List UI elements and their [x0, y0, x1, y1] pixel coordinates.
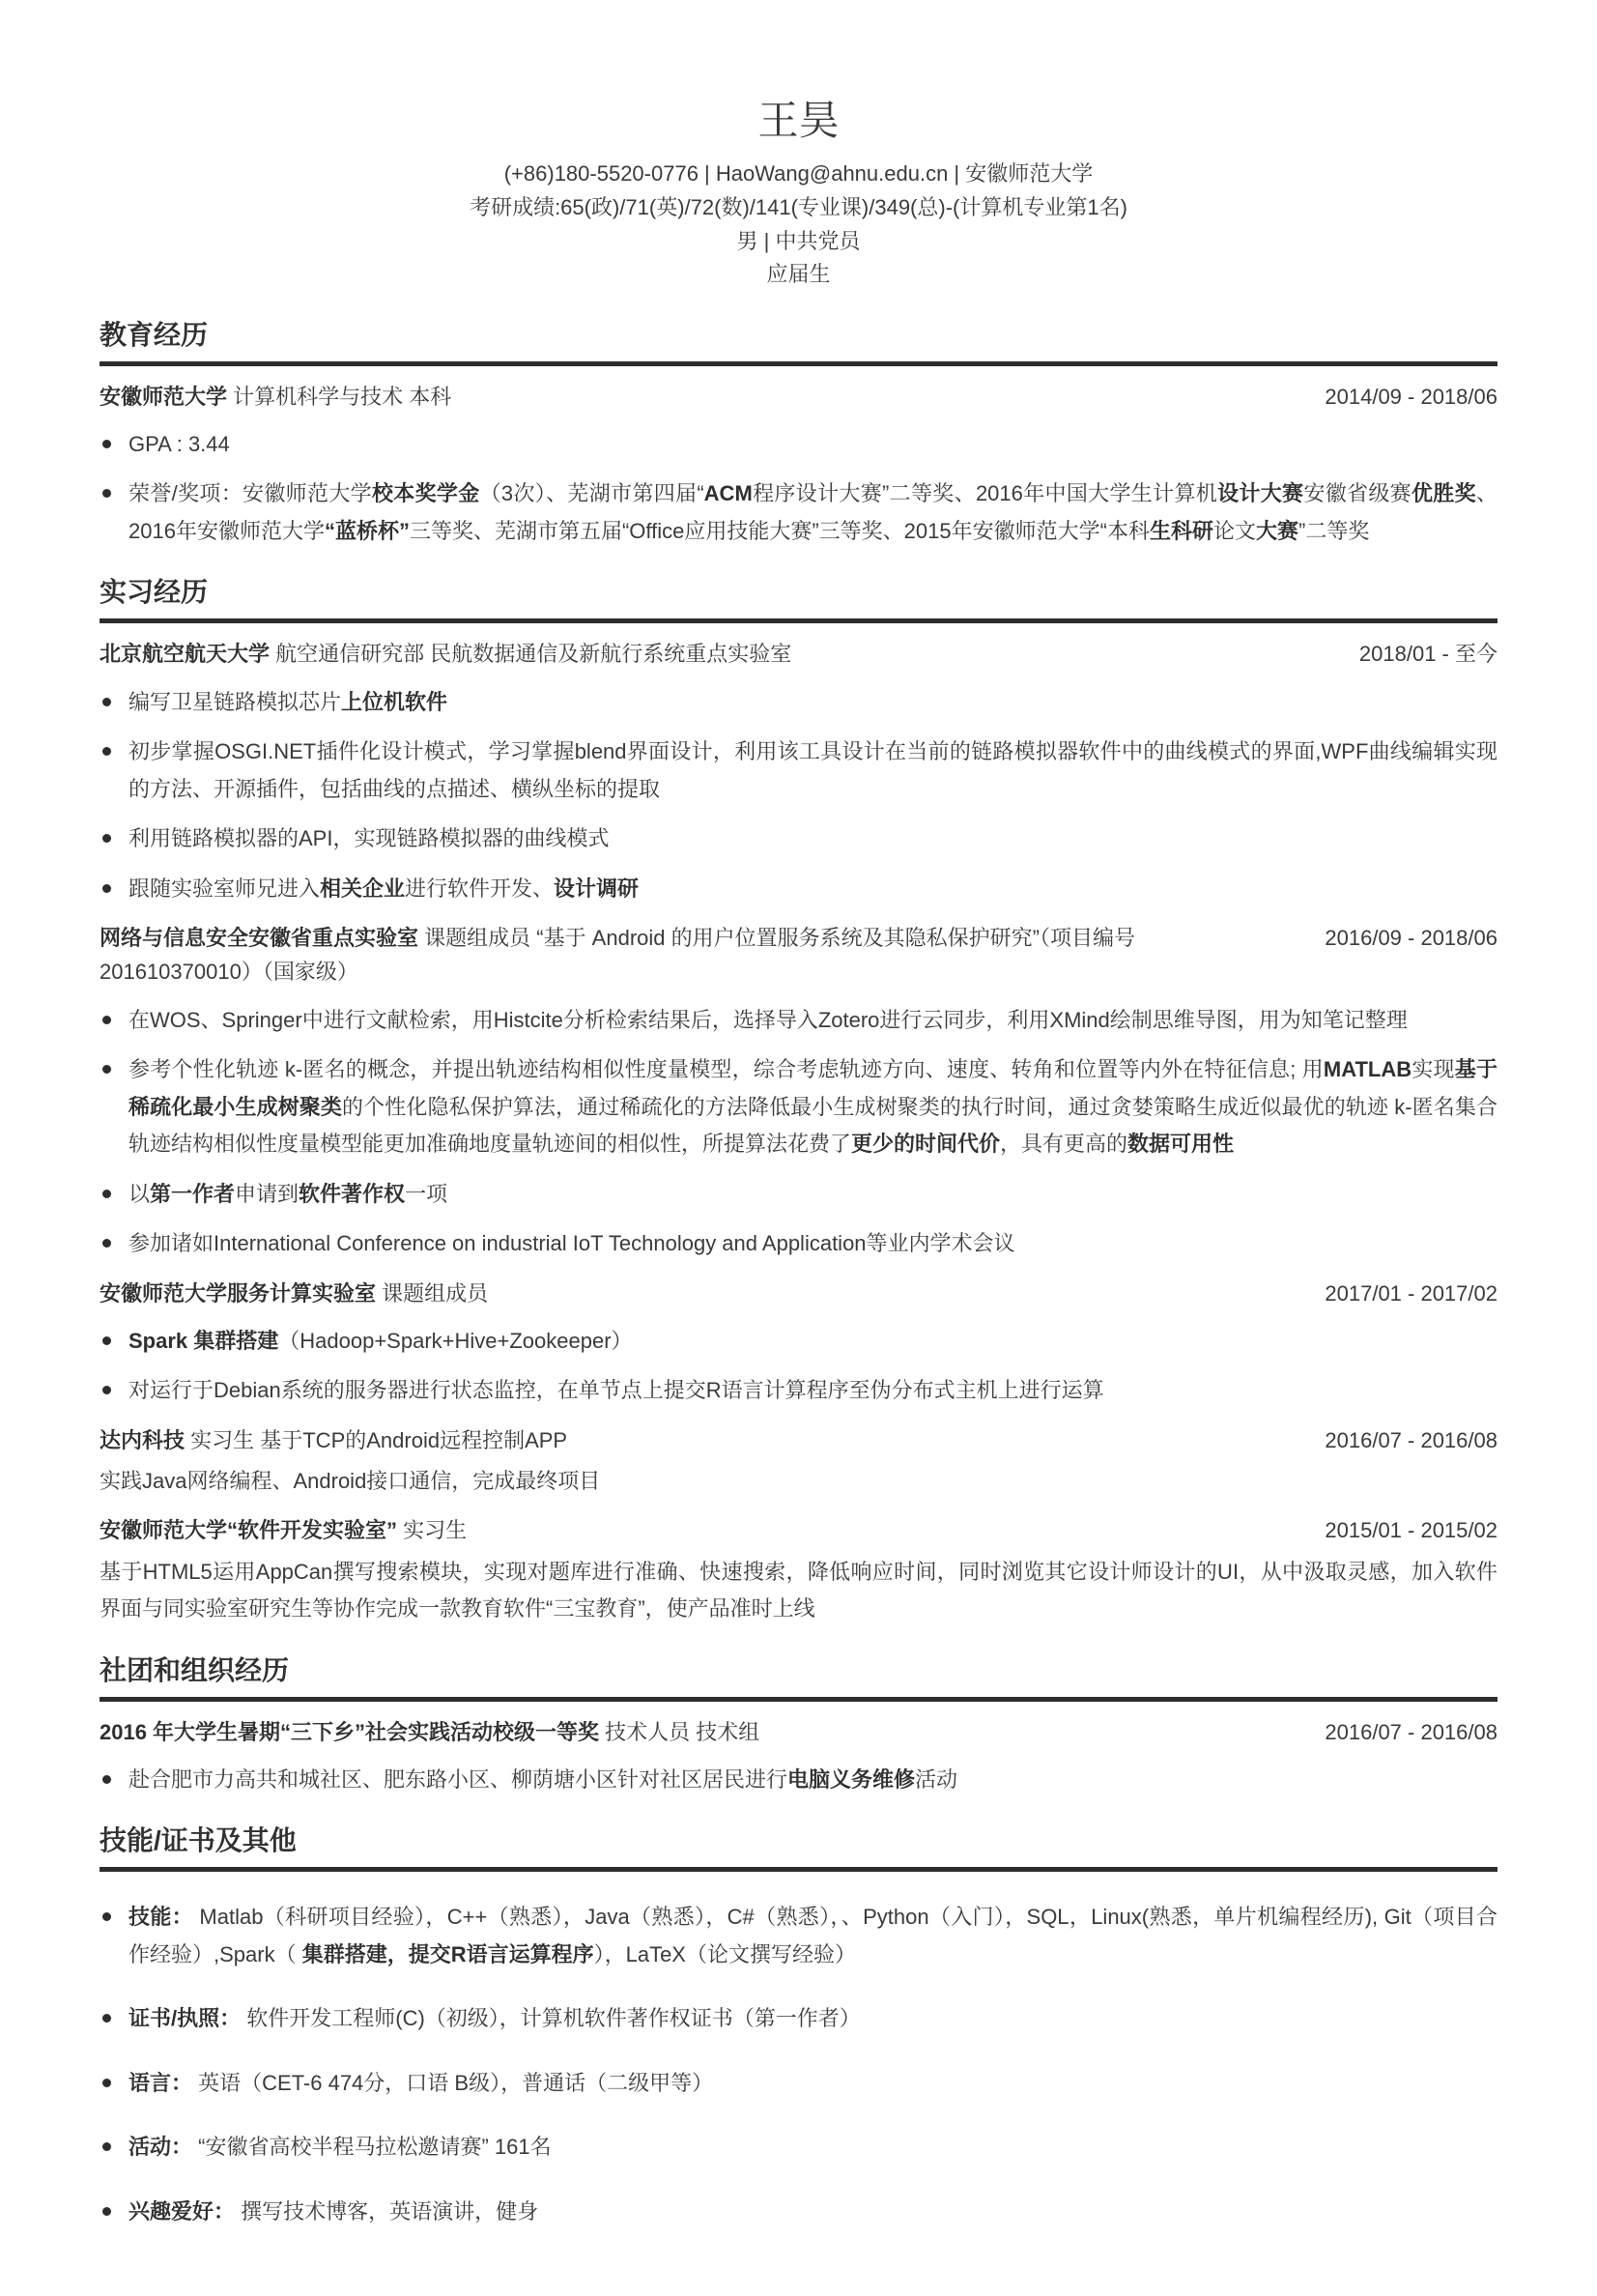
text-segment: 初步掌握OSGI.NET插件化设计模式，学习掌握blend界面设计，利用该工具设计在当前的链路模拟器软件中的曲线模式的界面,WPF曲线编辑实现的方法、开源插件，包括曲线的点描述、横纵坐标的提取 — [128, 739, 1497, 801]
bullet-text — [128, 820, 1497, 858]
bullet-dot-icon — [102, 1016, 111, 1024]
text-segment: 数据可用性 — [1127, 1132, 1235, 1157]
section-title-skills: 技能/证书及其他 — [100, 1823, 1497, 1872]
bullet-dot-icon — [102, 698, 111, 706]
entry-header — [100, 1715, 1497, 1749]
entry-date: 2015/01 - 2015/02 — [1325, 1518, 1497, 1543]
text-segment: 活动 — [915, 1766, 958, 1792]
text-segment: 北京航空航天大学 — [100, 642, 271, 667]
entry-title — [100, 921, 1153, 989]
bullet-item — [100, 426, 1497, 464]
text-segment: 实践Java网络编程、Android接口通信，完成最终项目 — [100, 1468, 601, 1493]
entry-header — [100, 637, 1497, 671]
bullet-item — [100, 2065, 1497, 2103]
text-segment: 活动： — [128, 2135, 193, 2160]
text-segment: 程序设计大赛”二等奖、2016年中国大学生计算机 — [752, 481, 1218, 506]
text-segment: 一项 — [405, 1181, 448, 1206]
bullet-text — [128, 475, 1497, 550]
candidate-name: 王昊 — [757, 98, 840, 143]
bullet-text — [128, 1762, 1497, 1799]
bullet-dot-icon — [102, 1065, 111, 1074]
bullet-text — [128, 871, 1497, 908]
text-segment: 利用链路模拟器的API，实现链路模拟器的曲线模式 — [128, 826, 610, 851]
text-segment: 课题组成员 “基于 Android 的用户位置服务系统及其隐私保护研究”（项目编号 201610370010）（国家级） — [100, 926, 1135, 985]
section-internship — [100, 575, 1497, 1627]
text-segment: 更少的时间代价 — [851, 1132, 1001, 1157]
text-segment: 英语（CET-6 474分，口语 B级），普通话（二级甲等） — [192, 2070, 714, 2095]
text-segment: 校本奖学金 — [371, 481, 480, 506]
section-education — [100, 318, 1497, 551]
text-segment: Spark 集群搭建 — [128, 1328, 279, 1353]
text-segment: 论文 — [1212, 518, 1256, 543]
text-segment: 网络与信息安全安徽省重点实验室 — [100, 926, 419, 951]
text-segment: 三等奖、芜湖市第五届“Office应用技能大赛”三等奖、2015年安徽师范大学“本科 — [409, 518, 1150, 543]
bullet-item — [100, 684, 1497, 722]
bullet-text — [128, 1372, 1497, 1410]
entry-date: 2018/01 - 至今 — [1358, 642, 1497, 667]
bullet-item — [100, 1899, 1497, 1973]
text-segment: 参加诸如International Conference on industrial IoT Technology and Application等业内学术会议 — [128, 1231, 1015, 1256]
bullet-item — [100, 1176, 1497, 1214]
bullet-text — [128, 1176, 1497, 1214]
bullet-dot-icon — [102, 1336, 111, 1345]
bullet-dot-icon — [102, 884, 111, 893]
bullet-item — [100, 2129, 1497, 2167]
bullet-item — [100, 2000, 1497, 2038]
text-segment: ACM — [703, 481, 753, 506]
bullet-dot-icon — [102, 1912, 111, 1921]
text-segment: 大赛 — [1256, 518, 1299, 543]
bullet-dot-icon — [102, 747, 111, 756]
entry-title — [100, 1513, 467, 1547]
bullet-text — [128, 2129, 1497, 2167]
entry-header — [100, 1277, 1497, 1310]
bullet-text — [128, 2000, 1497, 2038]
bullet-text — [128, 1051, 1497, 1163]
text-segment: 技术人员 技术组 — [599, 1719, 760, 1744]
text-segment: 证书/执照： — [128, 2006, 242, 2031]
text-segment: 课题组成员 — [376, 1280, 489, 1306]
bullet-dot-icon — [102, 489, 111, 498]
bullet-item — [100, 733, 1497, 808]
bullet-dot-icon — [102, 1239, 111, 1248]
text-segment: 设计调研 — [554, 875, 640, 901]
text-segment: ，具有更高的 — [1000, 1132, 1128, 1157]
exam-score-line: 考研成绩:65(政)/71(英)/72(数)/141(专业课)/349(总)-(计算机专业第1名) — [470, 194, 1127, 219]
text-segment: “蓝桥杯” — [324, 518, 410, 543]
entry-header — [100, 1513, 1497, 1547]
bullet-item — [100, 820, 1497, 858]
text-segment: （3次）、芜湖市第四届“ — [479, 481, 704, 506]
bullet-text — [128, 733, 1497, 808]
section-title-education: 教育经历 — [100, 318, 1497, 366]
bullet-item — [100, 1762, 1497, 1799]
section-skills — [100, 1823, 1497, 2230]
entry-title — [100, 380, 451, 414]
text-segment: 、2016年安徽师范大学 — [128, 481, 1497, 543]
entry-title — [100, 1715, 759, 1749]
bullet-dot-icon — [102, 834, 111, 843]
entry-header — [100, 921, 1497, 989]
text-segment: 以 — [128, 1181, 151, 1206]
bullet-item — [100, 1225, 1497, 1263]
gender-party-line: 男 | 中共党员 — [736, 228, 861, 253]
text-segment: 技能： — [128, 1905, 193, 1930]
bullet-text — [128, 1899, 1497, 1973]
text-segment: 语言： — [128, 2070, 193, 2095]
text-segment: 计算机科学与技术 本科 — [227, 384, 452, 409]
entry-header — [100, 380, 1497, 414]
text-segment: 申请到 — [235, 1181, 299, 1206]
text-segment: 生科研 — [1149, 518, 1213, 543]
entry-title — [100, 637, 791, 671]
entry-date: 2014/09 - 2018/06 — [1325, 384, 1497, 409]
bullet-dot-icon — [102, 1190, 111, 1198]
text-segment: MATLAB — [1323, 1057, 1412, 1082]
graduate-status-line: 应届生 — [766, 262, 831, 287]
text-segment: 安徽师范大学“软件开发实验室” — [100, 1518, 398, 1543]
text-segment: 电脑义务维修 — [787, 1766, 916, 1792]
text-segment: 在WOS、Springer中进行文献检索，用Histcite分析检索结果后，选择导入Zotero进行云同步，利用XMind绘制思维导图，用为知笔记整理 — [128, 1007, 1408, 1032]
text-segment: 上位机软件 — [341, 689, 448, 714]
text-segment: 基于HTML5运用AppCan撰写搜索模块，实现对题库进行准确、快速搜索，降低响应时间，同时浏览其它设计师设计的UI，从中汲取灵感，加入软件界面与同实验室研究生等协作完成一款教育软件“三宝教育”，使产品准时上线 — [100, 1559, 1497, 1622]
bullet-dot-icon — [102, 1386, 111, 1394]
bullet-item — [100, 1372, 1497, 1410]
text-segment: 集群搭建，提交R语言运算程序 — [301, 1941, 594, 1966]
entry-title — [100, 1277, 488, 1310]
text-segment: 编写卫星链路模拟芯片 — [128, 689, 342, 714]
section-organizations — [100, 1653, 1497, 1799]
bullet-dot-icon — [102, 2079, 111, 2087]
bullet-text — [128, 1225, 1497, 1263]
bullet-item — [100, 475, 1497, 550]
bullet-text — [128, 2065, 1497, 2103]
text-segment: 荣誉/奖项：安徽师范大学 — [128, 481, 372, 506]
text-segment: ），LaTeX（论文撰写经验） — [593, 1941, 856, 1966]
text-segment: 设计大赛 — [1217, 481, 1304, 506]
text-segment: 对运行于Debian系统的服务器进行状态监控，在单节点上提交R语言计算程序至伪分布式主机上进行运算 — [128, 1378, 1104, 1403]
entry-title — [100, 1423, 567, 1457]
contact-line: (+86)180-5520-0776 | HaoWang@ahnu.edu.cn | 安徽师范大学 — [503, 161, 1094, 187]
bullet-dot-icon — [102, 2142, 111, 2151]
text-segment: 安徽师范大学 — [100, 384, 228, 409]
bullet-item — [100, 1002, 1497, 1040]
bullet-item — [100, 2194, 1497, 2231]
bullet-item — [100, 1323, 1497, 1361]
text-segment: ”二等奖 — [1298, 518, 1370, 543]
bullet-dot-icon — [102, 1775, 111, 1784]
text-segment: 第一作者 — [150, 1181, 236, 1206]
entry-date: 2016/07 - 2016/08 — [1325, 1719, 1497, 1744]
text-segment: 相关企业 — [320, 875, 406, 901]
text-segment: 实习生 基于TCP的Android远程控制APP — [185, 1427, 568, 1452]
text-segment: （Hadoop+Spark+Hive+Zookeeper） — [278, 1328, 633, 1353]
text-segment: 基于稀疏化最小生成树聚类 — [128, 1057, 1497, 1119]
section-title-internship: 实习经历 — [100, 575, 1497, 623]
text-segment: 实现 — [1412, 1057, 1455, 1082]
bullet-text — [128, 1002, 1497, 1040]
resume-body — [100, 318, 1497, 2231]
text-segment: 跟随实验室师兄进入 — [128, 875, 321, 901]
text-segment: 达内科技 — [100, 1427, 185, 1452]
text-segment: 兴趣爱好： — [128, 2198, 236, 2224]
bullet-text — [128, 426, 1497, 464]
section-title-organizations: 社团和组织经历 — [100, 1653, 1497, 1702]
text-segment: 安徽省级赛 — [1303, 481, 1412, 506]
text-segment: 软件开发工程师(C)（初级），计算机软件著作权证书（第一作者） — [241, 2006, 861, 2031]
text-segment: 软件著作权 — [299, 1181, 406, 1206]
text-segment: GPA : 3.44 — [128, 431, 230, 456]
entry-header — [100, 1423, 1497, 1457]
text-segment: Matlab（科研项目经验），C++（熟悉），Java（熟悉），C#（熟悉），、Python（入门），SQL，Linux(熟悉，单片机编程经历), Git（项目合作经验）,Spark（ — [128, 1905, 1497, 1966]
text-segment: 赴合肥市力高共和城社区、肥东路小区、柳荫塘小区针对社区居民进行 — [128, 1766, 788, 1792]
text-segment: 2016 年大学生暑期“三下乡”社会实践活动校级一等奖 — [100, 1719, 600, 1744]
text-segment: 撰写技术博客，英语演讲，健身 — [235, 2198, 539, 2224]
paragraph — [100, 1554, 1497, 1628]
text-segment: 参考个性化轨迹 k-匿名的概念，并提出轨迹结构相似性度量模型，综合考虑轨迹方向、速度、转角和位置等内外在特征信息; 用 — [128, 1057, 1324, 1082]
bullet-text — [128, 1323, 1497, 1361]
text-segment: 的个性化隐私保护算法，通过稀疏化的方法降低最小生成树聚类的执行时间，通过贪婪策略生成近似最优的轨迹 k-匿名集合轨迹结构相似性度量模型能更加准确地度量轨迹间的相似性，所提算法花费了 — [128, 1094, 1497, 1157]
bullet-dot-icon — [102, 2014, 111, 2023]
bullet-item — [100, 871, 1497, 908]
resume-header — [100, 97, 1497, 289]
bullet-dot-icon — [102, 2207, 111, 2216]
text-segment: 实习生 — [397, 1518, 468, 1543]
paragraph — [100, 1463, 1497, 1501]
bullet-text — [128, 2194, 1497, 2231]
text-segment: 安徽师范大学服务计算实验室 — [100, 1280, 377, 1306]
bullet-text — [128, 684, 1497, 722]
entry-date: 2016/09 - 2018/06 — [1325, 926, 1497, 951]
bullet-dot-icon — [102, 440, 111, 448]
text-segment: “安徽省高校半程马拉松邀请赛” 161名 — [192, 2135, 552, 2160]
bullet-item — [100, 1051, 1497, 1163]
text-segment: 进行软件开发、 — [405, 875, 555, 901]
text-segment: 航空通信研究部 民航数据通信及新航行系统重点实验室 — [270, 642, 792, 667]
text-segment: 优胜奖 — [1411, 481, 1476, 506]
entry-date: 2017/01 - 2017/02 — [1325, 1280, 1497, 1306]
entry-date: 2016/07 - 2016/08 — [1325, 1427, 1497, 1452]
